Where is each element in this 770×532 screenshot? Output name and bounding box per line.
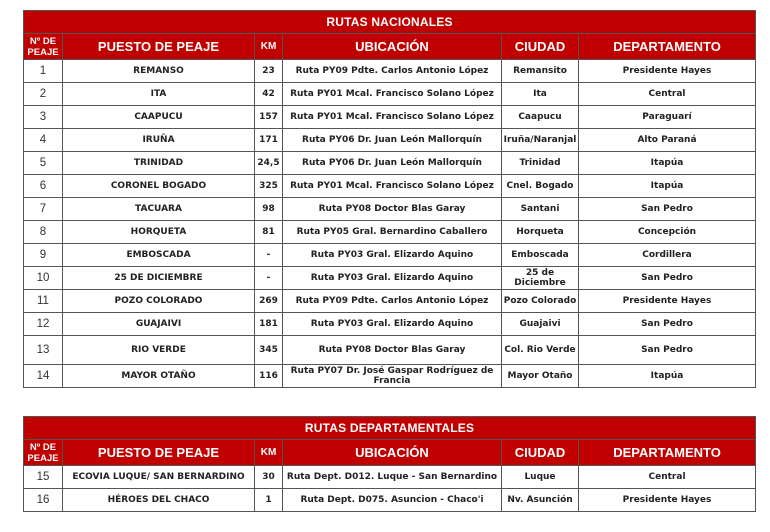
ciudad-cell: Ita [502,83,579,106]
numero-cell: 2 [24,83,63,106]
puesto-cell: IRUÑA [63,129,255,152]
km-cell: 325 [255,175,283,198]
puesto-cell: GUAJAIVI [63,313,255,336]
header-ciudad: CIUDAD [502,34,579,60]
ciudad-cell: Trinidad [502,152,579,175]
header-numero: Nº DE PEAJE [24,440,63,466]
ubicacion-cell: Ruta PY01 Mcal. Francisco Solano López [283,175,502,198]
ubicacion-cell: Ruta PY03 Gral. Elizardo Aquino [283,244,502,267]
ciudad-cell: Mayor Otaño [502,365,579,388]
rutas-nacionales-table [23,10,756,388]
puesto-cell: EMBOSCADA [63,244,255,267]
header-numero: Nº DE PEAJE [24,34,63,60]
ciudad-cell: Col. Rio Verde [502,336,579,365]
table-row [24,244,756,267]
table-row [24,313,756,336]
departamento-cell: Central [579,466,756,489]
ciudad-cell: Pozo Colorado [502,290,579,313]
table-row [24,221,756,244]
ciudad-cell: Santani [502,198,579,221]
departamento-cell: Presidente Hayes [579,489,756,512]
departamento-cell: San Pedro [579,198,756,221]
km-cell: 81 [255,221,283,244]
ciudad-cell: 25 de Diciembre [502,267,579,290]
table-row [24,466,756,489]
departamento-cell: Itapúa [579,365,756,388]
header-departamento: DEPARTAMENTO [579,34,756,60]
numero-cell: 16 [24,489,63,512]
puesto-cell: RIO VERDE [63,336,255,365]
departamento-cell: Alto Paraná [579,129,756,152]
header-km: KM [255,34,283,60]
puesto-cell: ECOVIA LUQUE/ SAN BERNARDINO [63,466,255,489]
puesto-cell: REMANSO [63,60,255,83]
km-cell: 269 [255,290,283,313]
table-row [24,267,756,290]
rutas-departamentales-table [23,416,756,512]
km-cell: 116 [255,365,283,388]
numero-cell: 11 [24,290,63,313]
ubicacion-cell: Ruta PY09 Pdte. Carlos Antonio López [283,290,502,313]
km-cell: 345 [255,336,283,365]
ubicacion-cell: Ruta PY05 Gral. Bernardino Caballero [283,221,502,244]
table-body [24,60,756,388]
ciudad-cell: Horqueta [502,221,579,244]
section-title: RUTAS NACIONALES [24,11,756,34]
km-cell: - [255,267,283,290]
departamento-cell: Presidente Hayes [579,290,756,313]
ciudad-cell: Cnel. Bogado [502,175,579,198]
departamento-cell: San Pedro [579,313,756,336]
ciudad-cell: Emboscada [502,244,579,267]
departamento-cell: Itapúa [579,152,756,175]
ubicacion-cell: Ruta PY06 Dr. Juan León Mallorquín [283,129,502,152]
departamento-cell: San Pedro [579,267,756,290]
numero-cell: 14 [24,365,63,388]
table-body [24,466,756,512]
header-ubicacion: UBICACIÓN [283,440,502,466]
table-row [24,83,756,106]
header-departamento: DEPARTAMENTO [579,440,756,466]
puesto-cell: TRINIDAD [63,152,255,175]
departamento-cell: Paraguarí [579,106,756,129]
departamento-cell: Central [579,83,756,106]
ciudad-cell: Iruña/Naranjal [502,129,579,152]
km-cell: 98 [255,198,283,221]
puesto-cell: ITA [63,83,255,106]
puesto-cell: HORQUETA [63,221,255,244]
header-puesto: PUESTO DE PEAJE [63,440,255,466]
km-cell: 30 [255,466,283,489]
ciudad-cell: Caapucu [502,106,579,129]
table-row [24,365,756,388]
numero-cell: 13 [24,336,63,365]
puesto-cell: 25 DE DICIEMBRE [63,267,255,290]
numero-cell: 9 [24,244,63,267]
puesto-cell: CAAPUCU [63,106,255,129]
puesto-cell: POZO COLORADO [63,290,255,313]
departamento-cell: Concepción [579,221,756,244]
numero-cell: 15 [24,466,63,489]
ubicacion-cell: Ruta PY07 Dr. José Gaspar Rodríguez de Francia [283,365,502,388]
departamento-cell: Cordillera [579,244,756,267]
table-row [24,198,756,221]
numero-cell: 3 [24,106,63,129]
km-cell: 23 [255,60,283,83]
table-row [24,336,756,365]
km-cell: - [255,244,283,267]
puesto-cell: HÉROES DEL CHACO [63,489,255,512]
table-row [24,60,756,83]
departamento-cell: Presidente Hayes [579,60,756,83]
ubicacion-cell: Ruta PY06 Dr. Juan León Mallorquín [283,152,502,175]
header-puesto: PUESTO DE PEAJE [63,34,255,60]
ubicacion-cell: Ruta PY03 Gral. Elizardo Aquino [283,267,502,290]
puesto-cell: TACUARA [63,198,255,221]
km-cell: 1 [255,489,283,512]
ciudad-cell: Luque [502,466,579,489]
km-cell: 24,5 [255,152,283,175]
numero-cell: 7 [24,198,63,221]
numero-cell: 12 [24,313,63,336]
numero-cell: 10 [24,267,63,290]
km-cell: 181 [255,313,283,336]
table-row [24,489,756,512]
ubicacion-cell: Ruta PY01 Mcal. Francisco Solano López [283,83,502,106]
ubicacion-cell: Ruta PY03 Gral. Elizardo Aquino [283,313,502,336]
table-row [24,129,756,152]
numero-cell: 5 [24,152,63,175]
section-title: RUTAS DEPARTAMENTALES [24,417,756,440]
ciudad-cell: Remansito [502,60,579,83]
table-row [24,290,756,313]
ubicacion-cell: Ruta PY01 Mcal. Francisco Solano López [283,106,502,129]
header-ciudad: CIUDAD [502,440,579,466]
table-row [24,175,756,198]
numero-cell: 6 [24,175,63,198]
header-ubicacion: UBICACIÓN [283,34,502,60]
ubicacion-cell: Ruta PY08 Doctor Blas Garay [283,336,502,365]
numero-cell: 8 [24,221,63,244]
ciudad-cell: Nv. Asunción [502,489,579,512]
ubicacion-cell: Ruta PY08 Doctor Blas Garay [283,198,502,221]
km-cell: 42 [255,83,283,106]
ubicacion-cell: Ruta Dept. D075. Asuncion - Chaco'i [283,489,502,512]
puesto-cell: MAYOR OTAÑO [63,365,255,388]
km-cell: 157 [255,106,283,129]
ubicacion-cell: Ruta PY09 Pdte. Carlos Antonio López [283,60,502,83]
departamento-cell: Itapúa [579,175,756,198]
numero-cell: 1 [24,60,63,83]
departamento-cell: San Pedro [579,336,756,365]
header-km: KM [255,440,283,466]
ubicacion-cell: Ruta Dept. D012. Luque - San Bernardino [283,466,502,489]
puesto-cell: CORONEL BOGADO [63,175,255,198]
numero-cell: 4 [24,129,63,152]
ciudad-cell: Guajaivi [502,313,579,336]
km-cell: 171 [255,129,283,152]
table-row [24,152,756,175]
table-row [24,106,756,129]
